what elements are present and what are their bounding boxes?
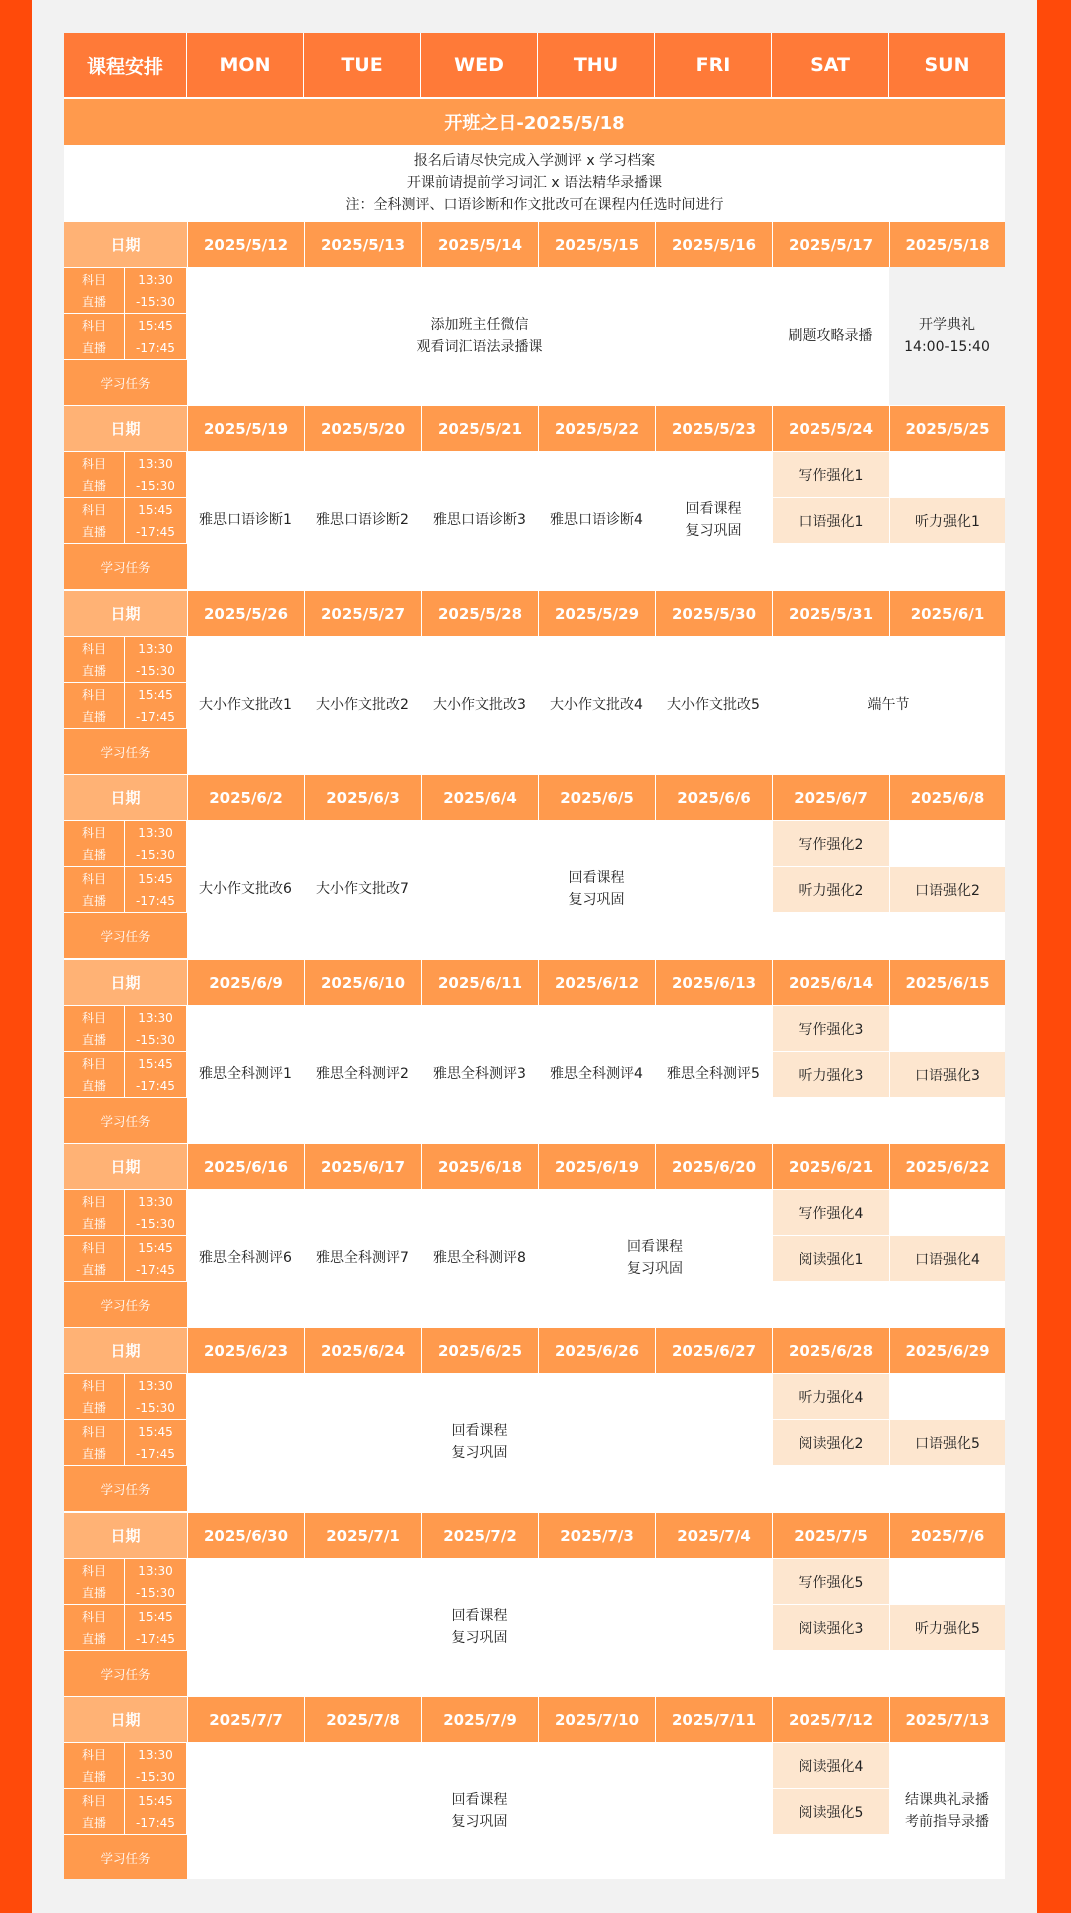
schedule-item: 口语强化3	[889, 1051, 1005, 1097]
date-cell: 2025/7/12	[772, 1696, 889, 1742]
time-start: 15:45	[138, 687, 173, 702]
slot-subject-label	[64, 866, 125, 912]
date-cell: 2025/6/10	[304, 959, 421, 1005]
slot-subject-label	[64, 1558, 125, 1604]
schedule-item: 阅读强化4	[772, 1742, 889, 1788]
day-header-wed: WED	[421, 33, 538, 97]
time-end: -15:30	[136, 663, 175, 678]
schedule-item: 写作强化2	[772, 820, 889, 866]
study-task-label: 学习任务	[64, 1097, 187, 1143]
subject-text: 科目	[81, 272, 106, 287]
time-end: -15:30	[136, 1585, 175, 1600]
date-cell: 2025/5/31	[772, 590, 889, 636]
date-cell: 2025/6/18	[421, 1143, 538, 1189]
live-text: 直播	[81, 524, 106, 539]
date-cell: 2025/7/4	[655, 1512, 772, 1558]
schedule-item: 添加班主任微信 观看词汇语法录播课	[187, 267, 772, 405]
time-start: 13:30	[138, 825, 173, 840]
time-start: 15:45	[138, 502, 173, 517]
slot-time-label	[125, 636, 187, 682]
live-text: 直播	[81, 1815, 106, 1830]
date-cell: 2025/7/7	[187, 1696, 304, 1742]
time-end: -15:30	[136, 294, 175, 309]
time-end: -15:30	[136, 1400, 175, 1415]
time-start: 13:30	[138, 1563, 173, 1578]
date-cell: 2025/6/30	[187, 1512, 304, 1558]
schedule-item: 回看课程 复习巩固	[538, 1189, 772, 1327]
slot-subject-label	[64, 497, 125, 543]
live-text: 直播	[81, 1769, 106, 1784]
subject-text: 科目	[81, 1747, 106, 1762]
date-row-label: 日期	[64, 1327, 187, 1373]
date-cell: 2025/5/21	[421, 405, 538, 451]
time-end: -15:30	[136, 1769, 175, 1784]
slot-time-label	[125, 1419, 187, 1465]
date-cell: 2025/6/11	[421, 959, 538, 1005]
live-text: 直播	[81, 1032, 106, 1047]
slot-subject-label	[64, 451, 125, 497]
date-cell: 2025/5/13	[304, 221, 421, 267]
schedule-item: 大小作文批改2	[304, 636, 421, 774]
date-cell: 2025/7/8	[304, 1696, 421, 1742]
subject-text: 科目	[81, 456, 106, 471]
slot-time-label	[125, 267, 187, 313]
slot-subject-label	[64, 820, 125, 866]
schedule-item: 开学典礼 14:00-15:40	[889, 267, 1005, 405]
time-end: -17:45	[136, 709, 175, 724]
schedule-item: 雅思全科测评8	[421, 1189, 538, 1327]
time-start: 13:30	[138, 1010, 173, 1025]
slot-subject-label	[64, 267, 125, 313]
schedule-item: 大小作文批改1	[187, 636, 304, 774]
schedule-item: 大小作文批改7	[304, 820, 421, 958]
date-cell: 2025/7/6	[889, 1512, 1005, 1558]
schedule-item: 回看课程 复习巩固	[655, 451, 772, 589]
schedule-item: 雅思全科测评6	[187, 1189, 304, 1327]
note-line: 注：全科测评、口语诊断和作文批改可在课程内任选时间进行	[345, 197, 724, 213]
date-cell: 2025/6/16	[187, 1143, 304, 1189]
date-row-label: 日期	[64, 1512, 187, 1558]
date-cell: 2025/6/24	[304, 1327, 421, 1373]
date-cell: 2025/6/22	[889, 1143, 1005, 1189]
schedule-item: 口语强化2	[889, 866, 1005, 912]
date-cell: 2025/6/5	[538, 774, 655, 820]
date-cell: 2025/7/2	[421, 1512, 538, 1558]
date-cell: 2025/5/12	[187, 221, 304, 267]
table-title: 课程安排	[64, 33, 187, 97]
date-cell: 2025/6/6	[655, 774, 772, 820]
date-cell: 2025/7/11	[655, 1696, 772, 1742]
date-cell: 2025/6/7	[772, 774, 889, 820]
schedule-item: 雅思全科测评2	[304, 1005, 421, 1143]
date-cell: 2025/5/15	[538, 221, 655, 267]
slot-subject-label	[64, 313, 125, 359]
time-end: -17:45	[136, 1631, 175, 1646]
day-header-mon: MON	[187, 33, 304, 97]
subject-text: 科目	[81, 641, 106, 656]
slot-time-label	[125, 1189, 187, 1235]
schedule-item: 写作强化1	[772, 451, 889, 497]
schedule-item: 雅思全科测评3	[421, 1005, 538, 1143]
date-cell: 2025/5/22	[538, 405, 655, 451]
time-start: 15:45	[138, 318, 173, 333]
time-end: -17:45	[136, 1446, 175, 1461]
live-text: 直播	[81, 893, 106, 908]
date-cell: 2025/6/9	[187, 959, 304, 1005]
schedule-item: 雅思口语诊断3	[421, 451, 538, 589]
date-cell: 2025/5/27	[304, 590, 421, 636]
study-task-label: 学习任务	[64, 728, 187, 774]
date-cell: 2025/5/25	[889, 405, 1005, 451]
date-cell: 2025/7/3	[538, 1512, 655, 1558]
date-row-label: 日期	[64, 1143, 187, 1189]
date-cell: 2025/6/28	[772, 1327, 889, 1373]
schedule-item: 口语强化5	[889, 1419, 1005, 1465]
subject-text: 科目	[81, 1793, 106, 1808]
date-cell: 2025/5/29	[538, 590, 655, 636]
date-cell: 2025/6/27	[655, 1327, 772, 1373]
date-cell: 2025/6/13	[655, 959, 772, 1005]
slot-subject-label	[64, 1005, 125, 1051]
schedule-item: 回看课程 复习巩固	[187, 1742, 772, 1879]
date-cell: 2025/6/23	[187, 1327, 304, 1373]
date-cell: 2025/6/21	[772, 1143, 889, 1189]
slot-time-label	[125, 1235, 187, 1281]
date-cell: 2025/5/26	[187, 590, 304, 636]
subject-text: 科目	[81, 318, 106, 333]
day-header-fri: FRI	[655, 33, 772, 97]
date-cell: 2025/7/13	[889, 1696, 1005, 1742]
schedule-item: 阅读强化2	[772, 1419, 889, 1465]
time-start: 13:30	[138, 272, 173, 287]
date-cell: 2025/5/23	[655, 405, 772, 451]
slot-time-label	[125, 1558, 187, 1604]
live-text: 直播	[81, 1216, 106, 1231]
live-text: 直播	[81, 1262, 106, 1277]
live-text: 直播	[81, 663, 106, 678]
schedule-item: 阅读强化1	[772, 1235, 889, 1281]
live-text: 直播	[81, 294, 106, 309]
date-cell: 2025/6/26	[538, 1327, 655, 1373]
date-row-label: 日期	[64, 590, 187, 636]
time-end: -15:30	[136, 478, 175, 493]
schedule-item: 回看课程 复习巩固	[187, 1373, 772, 1511]
schedule-item: 听力强化2	[772, 866, 889, 912]
date-cell: 2025/6/1	[889, 590, 1005, 636]
schedule-item: 雅思口语诊断4	[538, 451, 655, 589]
time-start: 15:45	[138, 1793, 173, 1808]
time-end: -17:45	[136, 1262, 175, 1277]
subject-text: 科目	[81, 825, 106, 840]
schedule-item: 口语强化4	[889, 1235, 1005, 1281]
live-text: 直播	[81, 1078, 106, 1093]
subject-text: 科目	[81, 1240, 106, 1255]
date-cell: 2025/6/12	[538, 959, 655, 1005]
live-text: 直播	[81, 1400, 106, 1415]
slot-subject-label	[64, 1051, 125, 1097]
date-cell: 2025/7/5	[772, 1512, 889, 1558]
live-text: 直播	[81, 340, 106, 355]
schedule-item: 听力强化4	[772, 1373, 889, 1419]
date-cell: 2025/5/19	[187, 405, 304, 451]
study-task-label: 学习任务	[64, 912, 187, 958]
slot-time-label	[125, 451, 187, 497]
schedule-item: 听力强化5	[889, 1604, 1005, 1650]
date-cell: 2025/6/2	[187, 774, 304, 820]
time-start: 13:30	[138, 1194, 173, 1209]
left-accent-bar	[0, 0, 32, 1913]
live-text: 直播	[81, 847, 106, 862]
schedule-item: 刷题攻略录播	[772, 267, 889, 405]
slot-subject-label	[64, 1742, 125, 1788]
subject-text: 科目	[81, 1563, 106, 1578]
study-task-label: 学习任务	[64, 1281, 187, 1327]
live-text: 直播	[81, 1631, 106, 1646]
schedule-item: 阅读强化5	[772, 1788, 889, 1834]
time-end: -15:30	[136, 1032, 175, 1047]
date-cell: 2025/5/16	[655, 221, 772, 267]
right-accent-bar	[1037, 0, 1071, 1913]
study-task-label: 学习任务	[64, 1650, 187, 1696]
slot-time-label	[125, 497, 187, 543]
note-line: 报名后请尽快完成入学测评 x 学习档案	[413, 153, 656, 169]
schedule-item: 结课典礼录播 考前指导录播	[889, 1742, 1005, 1879]
time-start: 15:45	[138, 871, 173, 886]
date-cell: 2025/7/1	[304, 1512, 421, 1558]
date-row-label: 日期	[64, 959, 187, 1005]
date-row-label: 日期	[64, 774, 187, 820]
time-end: -17:45	[136, 1815, 175, 1830]
live-text: 直播	[81, 478, 106, 493]
slot-time-label	[125, 820, 187, 866]
schedule-table	[64, 33, 1005, 1879]
schedule-item: 端午节	[772, 636, 1005, 774]
time-start: 15:45	[138, 1056, 173, 1071]
day-header-tue: TUE	[304, 33, 421, 97]
slot-subject-label	[64, 636, 125, 682]
schedule-item: 大小作文批改5	[655, 636, 772, 774]
schedule-item: 写作强化3	[772, 1005, 889, 1051]
slot-time-label	[125, 313, 187, 359]
date-cell: 2025/7/10	[538, 1696, 655, 1742]
slot-time-label	[125, 1051, 187, 1097]
subject-text: 科目	[81, 502, 106, 517]
note-line: 开课前请提前学习词汇 x 语法精华录播课	[406, 175, 663, 191]
date-cell: 2025/6/15	[889, 959, 1005, 1005]
date-cell: 2025/6/25	[421, 1327, 538, 1373]
date-cell: 2025/6/8	[889, 774, 1005, 820]
schedule-item: 口语强化1	[772, 497, 889, 543]
time-start: 13:30	[138, 456, 173, 471]
schedule-item: 雅思全科测评1	[187, 1005, 304, 1143]
schedule-item: 回看课程 复习巩固	[421, 820, 772, 958]
time-end: -17:45	[136, 340, 175, 355]
date-cell: 2025/5/24	[772, 405, 889, 451]
study-task-label: 学习任务	[64, 359, 187, 405]
date-cell: 2025/5/17	[772, 221, 889, 267]
slot-subject-label	[64, 1604, 125, 1650]
date-cell: 2025/6/4	[421, 774, 538, 820]
subject-text: 科目	[81, 687, 106, 702]
time-end: -17:45	[136, 1078, 175, 1093]
slot-subject-label	[64, 1189, 125, 1235]
live-text: 直播	[81, 709, 106, 724]
date-cell: 2025/6/14	[772, 959, 889, 1005]
time-start: 13:30	[138, 641, 173, 656]
subject-text: 科目	[81, 1194, 106, 1209]
slot-subject-label	[64, 1373, 125, 1419]
schedule-item: 阅读强化3	[772, 1604, 889, 1650]
day-header-thu: THU	[538, 33, 655, 97]
schedule-item: 雅思全科测评7	[304, 1189, 421, 1327]
live-text: 直播	[81, 1446, 106, 1461]
slot-time-label	[125, 1742, 187, 1788]
day-header-sun: SUN	[889, 33, 1005, 97]
time-end: -17:45	[136, 524, 175, 539]
date-cell: 2025/5/20	[304, 405, 421, 451]
date-row-label: 日期	[64, 1696, 187, 1742]
date-row-label: 日期	[64, 221, 187, 267]
schedule-item: 听力强化3	[772, 1051, 889, 1097]
slot-time-label	[125, 682, 187, 728]
subject-text: 科目	[81, 1010, 106, 1025]
time-end: -15:30	[136, 847, 175, 862]
date-cell: 2025/5/30	[655, 590, 772, 636]
notes-block	[64, 145, 1005, 221]
schedule-item: 大小作文批改4	[538, 636, 655, 774]
slot-time-label	[125, 1604, 187, 1650]
slot-subject-label	[64, 1235, 125, 1281]
schedule-item: 雅思口语诊断2	[304, 451, 421, 589]
time-start: 13:30	[138, 1747, 173, 1762]
schedule-item: 大小作文批改6	[187, 820, 304, 958]
date-cell: 2025/6/29	[889, 1327, 1005, 1373]
date-cell: 2025/5/28	[421, 590, 538, 636]
slot-time-label	[125, 1005, 187, 1051]
subject-text: 科目	[81, 1378, 106, 1393]
schedule-item: 写作强化5	[772, 1558, 889, 1604]
study-task-label: 学习任务	[64, 1465, 187, 1511]
subject-text: 科目	[81, 1424, 106, 1439]
slot-subject-label	[64, 1788, 125, 1834]
subject-text: 科目	[81, 1609, 106, 1624]
date-cell: 2025/6/3	[304, 774, 421, 820]
date-cell: 2025/5/18	[889, 221, 1005, 267]
date-cell: 2025/5/14	[421, 221, 538, 267]
time-start: 13:30	[138, 1378, 173, 1393]
time-start: 15:45	[138, 1609, 173, 1624]
schedule-item: 雅思口语诊断1	[187, 451, 304, 589]
slot-subject-label	[64, 682, 125, 728]
study-task-label: 学习任务	[64, 543, 187, 589]
schedule-item: 回看课程 复习巩固	[187, 1558, 772, 1696]
schedule-item: 雅思全科测评4	[538, 1005, 655, 1143]
date-row-label: 日期	[64, 405, 187, 451]
study-task-label: 学习任务	[64, 1834, 187, 1879]
schedule-item: 写作强化4	[772, 1189, 889, 1235]
subject-text: 科目	[81, 1056, 106, 1071]
schedule-item: 大小作文批改3	[421, 636, 538, 774]
date-cell: 2025/6/20	[655, 1143, 772, 1189]
slot-time-label	[125, 866, 187, 912]
schedule-item: 雅思全科测评5	[655, 1005, 772, 1143]
slot-time-label	[125, 1373, 187, 1419]
date-cell: 2025/7/9	[421, 1696, 538, 1742]
slot-time-label	[125, 1788, 187, 1834]
time-end: -15:30	[136, 1216, 175, 1231]
start-date-banner: 开班之日-2025/5/18	[64, 99, 1005, 145]
slot-subject-label	[64, 1419, 125, 1465]
day-header-sat: SAT	[772, 33, 889, 97]
subject-text: 科目	[81, 871, 106, 886]
live-text: 直播	[81, 1585, 106, 1600]
date-cell: 2025/6/17	[304, 1143, 421, 1189]
time-start: 15:45	[138, 1424, 173, 1439]
date-cell: 2025/6/19	[538, 1143, 655, 1189]
time-start: 15:45	[138, 1240, 173, 1255]
time-end: -17:45	[136, 893, 175, 908]
schedule-item: 听力强化1	[889, 497, 1005, 543]
